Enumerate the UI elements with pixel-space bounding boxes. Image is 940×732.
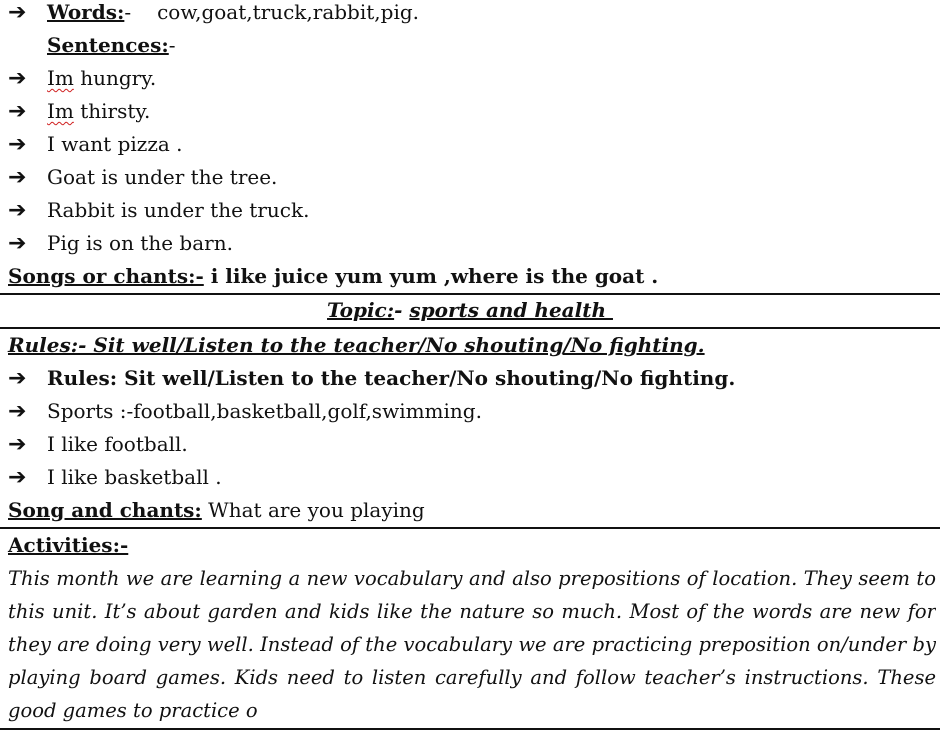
paragraph-line: this unit. It’s about garden and kids like the nature so much. Most of the words are new for [8,600,936,623]
list-item [8,395,934,428]
arrow-right-icon: ➔ [8,465,27,490]
arrow-right-icon: ➔ [8,132,27,157]
list-item [8,62,934,95]
sentence-text: thirsty. [73,99,151,123]
arrow-right-icon: ➔ [8,366,27,391]
songs-label: Songs or chants:- [8,264,204,288]
words-value: cow,goat,truck,rabbit,pig. [157,0,420,24]
arrow-right-icon: ➔ [8,66,27,91]
sentence-text: Goat is under the tree. [47,165,278,189]
spellcheck-word: Im [47,66,74,90]
sentence-text: Rabbit is under the truck. [47,198,310,222]
activities-paragraph [8,562,936,727]
paragraph-line: This month we are learning a new vocabulary and also prepositions of location. They seem to [8,567,936,590]
topic-label: Topic: [327,298,395,322]
list-item [8,227,934,260]
arrow-right-icon: ➔ [8,99,27,124]
rules-label: Rules:- Sit well/Listen to the teacher/No shouting/No fighting. [8,333,705,357]
paragraph-line: they are doing very well. Instead of the vocabulary we are practicing preposition on/under by [8,633,936,656]
divider [0,728,940,730]
rules-item: Rules: Sit well/Listen to the teacher/No shouting/No fighting. [47,366,736,390]
song-chants-label: Song and chants: [8,498,202,522]
list-item [8,362,934,395]
arrow-right-icon: ➔ [8,231,27,256]
topic-value: sports and health [409,298,613,322]
sentences-line [8,29,934,62]
songs-value: i like juice yum yum ,where is the goat . [203,264,659,288]
sentences-sep: - [168,33,176,57]
list-item [8,161,934,194]
arrow-right-icon: ➔ [8,198,27,223]
arrow-right-icon: ➔ [8,0,27,25]
sentence-text: I want pizza . [47,132,183,156]
rules-item: I like basketball . [47,465,222,489]
rules-line [8,329,934,362]
sentence-text: Pig is on the barn. [47,231,233,255]
rules-item: I like football. [47,432,188,456]
arrow-right-icon: ➔ [8,399,27,424]
words-label: Words: [47,0,125,24]
words-line [8,0,934,29]
song-chants-line [8,494,934,527]
list-item [8,128,934,161]
sentence-text: hungry. [73,66,157,90]
topic-sep: - [394,298,410,322]
list-item [8,194,934,227]
songs-line [8,260,934,293]
paragraph-line: playing board games. Kids need to listen carefully and follow teacher’s instructions. These [8,666,936,689]
list-item [8,428,934,461]
sentences-label: Sentences: [47,33,169,57]
paragraph-line: good games to practice o [8,699,258,722]
words-sep: - [124,0,132,24]
topic-line [0,294,940,327]
rules-item: Sports :-football,basketball,golf,swimming. [47,399,482,423]
list-item [8,95,934,128]
activities-line [8,529,934,562]
spellcheck-word: Im [47,99,74,123]
activities-label: Activities:- [8,533,129,557]
list-item [8,461,934,494]
arrow-right-icon: ➔ [8,165,27,190]
arrow-right-icon: ➔ [8,432,27,457]
song-chants-value: What are you playing [201,498,425,522]
